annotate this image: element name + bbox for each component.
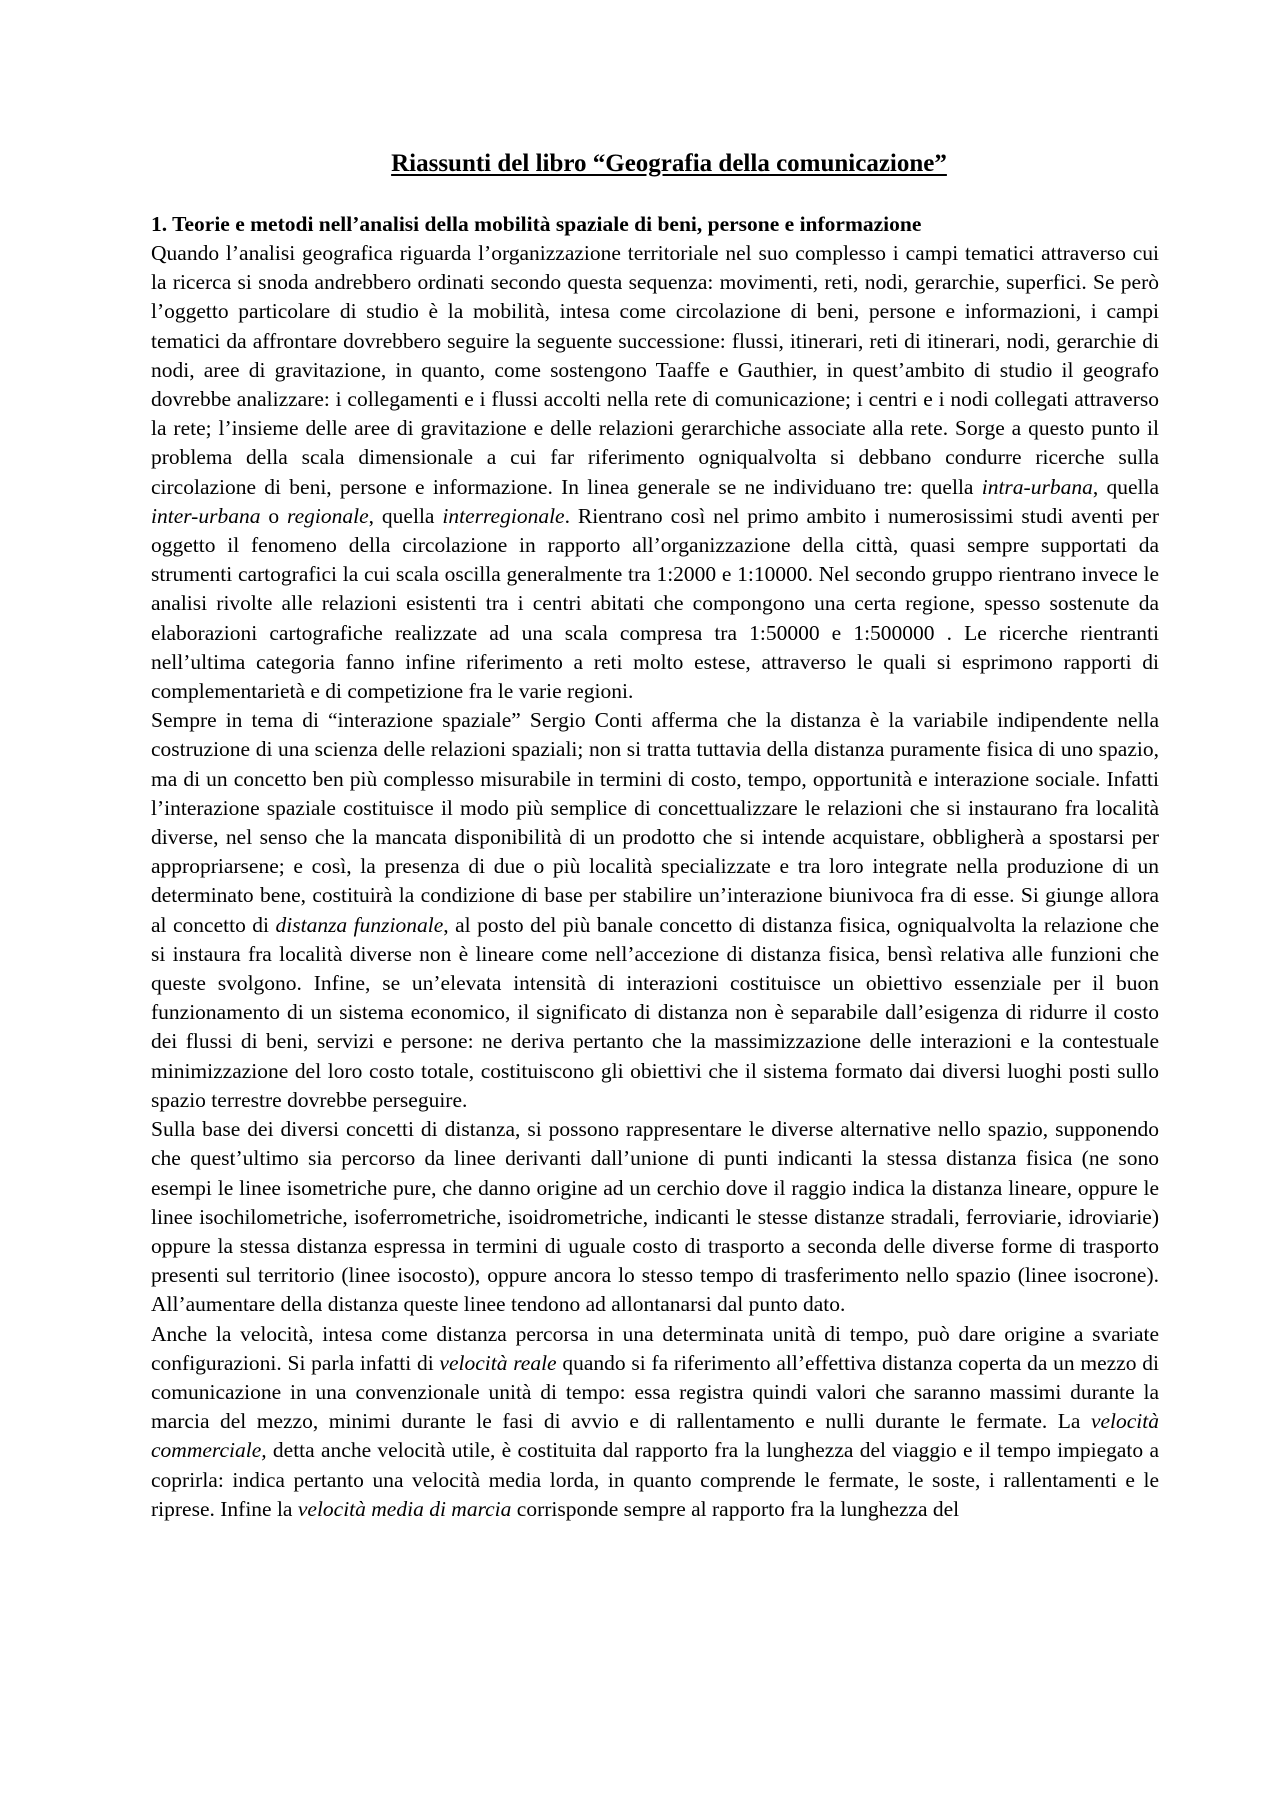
text-run: quando si fa riferimento all’effettiva distanza coperta da un mezzo di comunicazione in una convenzionale unità di tempo: essa registra quindi valori che saranno massimi durante la marcia del mezzo, minimi durante le fasi di avvio e di rallentamento e nulli durante le fermate. La xyxy=(151,1350,1159,1434)
paragraph xyxy=(151,239,1159,706)
text-run: , quella xyxy=(1092,474,1159,499)
italic-term: velocità media di marcia xyxy=(297,1496,512,1521)
text-run: , quella xyxy=(368,503,443,528)
italic-term: distanza funzionale xyxy=(275,912,444,937)
text-run: Quando l’analisi geografica riguarda l’organizzazione territoriale nel suo complesso i campi tematici attraverso cui la ricerca si snoda andrebbero ordinati secondo questa sequenza: movimenti, reti, nodi, gerarchie, superfici. Se però l’oggetto particolare di studio è la mobilità, intesa come circolazione di beni, persone e informazioni, i campi tematici da affrontare dovrebbero seguire la seguente successione: flussi, itinerari, reti di itinerari, nodi, gerarchie di nodi, aree di gravitazione, in quanto, come sostengono Taaffe e Gauthier, in quest’ambito di studio il geografo dovrebbe analizzare: i collegamenti e i flussi accolti nella rete di comunicazione; i centri e i nodi collegati attraverso la rete; l’insieme delle aree di gravitazione e delle relazioni gerarchiche associate alla rete. Sorge a questo punto il problema della scala dimensionale a cui far riferimento ogniqualvolta si debbano condurre ricerche sulla circolazione di beni, persone e informazione. In linea generale se ne individuano tre: quella xyxy=(151,241,1159,499)
text-run: Sempre in tema di “interazione spaziale” Sergio Conti afferma che la distanza è la variabile indipendente nella costruzione di una scienza delle relazioni spaziali; non si tratta tuttavia della distanza puramente fisica di uno spazio, ma di un concetto ben più complesso misurabile in termini di costo, tempo, opportunità e interazione sociale. Infatti l’interazione spaziale costituisce il modo più semplice di concettualizzare le relazioni che si instaurano fra località diverse, nel senso che la mancata disponibilità di un prodotto che si intende acquistare, obbligherà a spostarsi per appropriarsene; e così, la presenza di due o più località specializzate e tra loro integrate nella produzione di un determinato bene, costituirà la condizione di base per stabilire un’interazione biunivoca fra di esse. Si giunge allora al concetto di xyxy=(151,708,1159,937)
document-body xyxy=(151,239,1159,1524)
section-heading: 1. Teorie e metodi nell’analisi della mobilità spaziale di beni, persone e informazione xyxy=(151,212,922,236)
italic-term: velocità commerciale, xyxy=(151,1409,1159,1463)
paragraph xyxy=(151,1115,1159,1319)
italic-term: velocità reale xyxy=(439,1350,557,1375)
text-run: o xyxy=(260,503,288,528)
text-run: Sulla base dei diversi concetti di distanza, si possono rappresentare le diverse alternative nello spazio, supponendo che quest’ultimo sia percorso da linee derivanti dall’unione di punti indicanti la stessa distanza fisica (ne sono esempi le linee isometriche pure, che danno origine ad un cerchio dove il raggio indica la distanza lineare, oppure le linee isochilometriche, isoferrometriche, isoidrometriche, indicanti le stesse distanze stradali, ferroviarie, idroviarie) oppure la stessa distanza espressa in termini di uguale costo di trasporto a seconda delle diverse forme di trasporto presenti sul territorio (linee isocosto), oppure ancora lo stesso tempo di trasferimento nello spazio (linee isocrone). All’aumentare della distanza queste linee tendono ad allontanarsi dal punto dato. xyxy=(151,1117,1159,1317)
text-run: , al posto del più banale concetto di distanza fisica, ogniqualvolta la relazione che si instaura fra località diverse non è lineare come nell’accezione di distanza fisica, bensì relativa alle funzioni che queste svolgono. Infine, se un’elevata intensità di interazioni costituisce un obiettivo essenziale per il buon funzionamento di un sistema economico, il significato di distanza non è separabile dall’esigenza di ridurre il costo dei flussi di beni, servizi e persone: ne deriva pertanto che la massimizzazione delle interazioni e la contestuale minimizzazione del loro costo totale, costituiscono gli obiettivi che il sistema formato dai diversi luoghi posti sullo spazio terrestre dovrebbe perseguire. xyxy=(151,912,1159,1112)
text-run: corrisponde sempre al rapporto fra la lunghezza del xyxy=(511,1496,960,1521)
text-run: . Rientrano così nel primo ambito i numerosissimi studi aventi per oggetto il fenomeno della circolazione in rapporto all’organizzazione della città, quasi sempre supportati da strumenti cartografici la cui scala oscilla generalmente tra 1:2000 e 1:10000. Nel secondo gruppo rientrano invece le analisi rivolte alle relazioni esistenti tra i centri abitati che compongono una certa regione, spesso sostenute da elaborazioni cartografiche realizzate ad una scala compresa tra 1:50000 e 1:500000 . Le ricerche rientranti nell’ultima categoria fanno infine riferimento a reti molto estese, attraverso le quali si esprimono rapporti di complementarietà e di competizione fra le varie regioni. xyxy=(151,503,1159,704)
italic-term: interregionale xyxy=(442,503,565,528)
italic-term: intra-urbana xyxy=(981,474,1093,499)
paragraph xyxy=(151,1320,1159,1524)
document-title: Riassunti del libro “Geografia della comunicazione” xyxy=(391,150,947,177)
text-run: Anche la velocità, intesa come distanza percorsa in una determinata unità di tempo, può dare origine a svariate configurazioni. Si parla infatti di xyxy=(151,1321,1159,1375)
text-run: detta anche velocità utile, è costituita dal rapporto fra la lunghezza del viaggio e il tempo impiegato a coprirla: indica pertanto una velocità media lorda, in quanto comprende le fermate, le soste, i rallentamenti e le riprese. Infine la xyxy=(151,1438,1159,1521)
italic-term: regionale xyxy=(287,503,369,528)
italic-term: inter-urbana xyxy=(151,503,261,528)
paragraph xyxy=(151,706,1159,1115)
